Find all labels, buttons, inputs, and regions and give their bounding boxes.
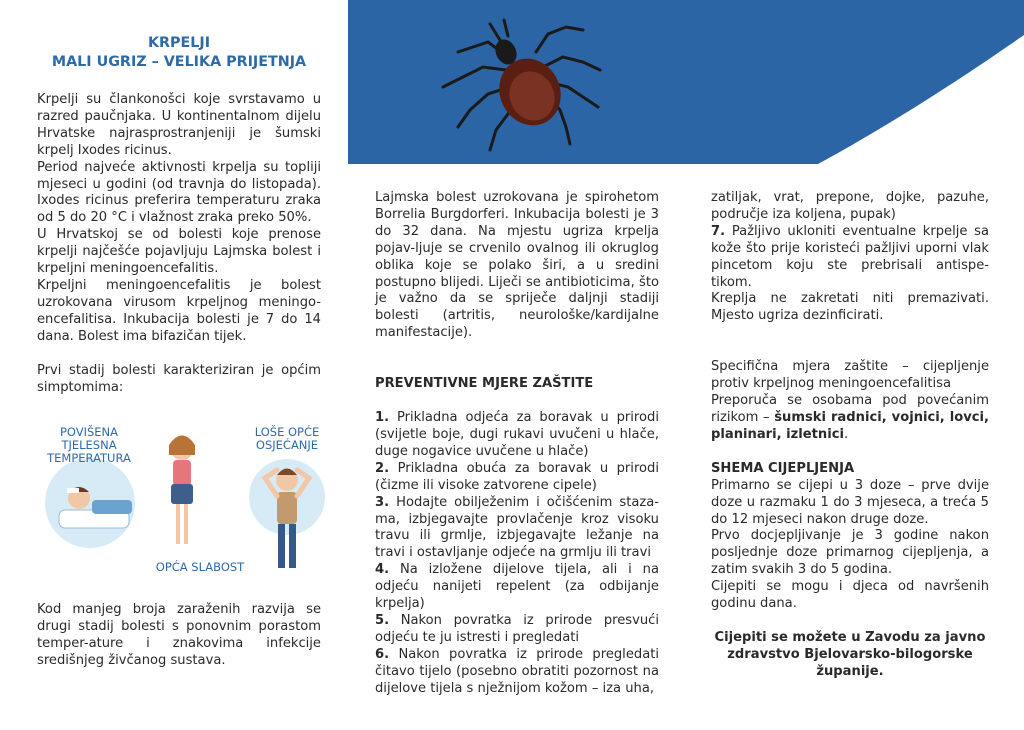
prevention-item-6-continued: zatiljak, vrat, prepone, dojke, pazuhe, područje iza koljena, pupak) — [711, 190, 989, 222]
activity-paragraph: Period najveće aktivnosti krpelja su topliji mjeseci u godini (od travnja do listopada). Ixodes ricinus preferira temperaturu zraka od 5 do 20 °C i vlažnost zraka preko 50%. — [37, 159, 321, 226]
column-2 — [375, 190, 659, 697]
diseases-paragraph: U Hrvatskoj se od bolesti koje prenose krpelji najčešće pojavljuju Lajmska bolest i krpeljni meningoencefalitis. — [37, 227, 321, 277]
prevention-heading: PREVENTIVNE MJERE ZAŠTITE — [375, 376, 594, 392]
prevention-item-5: 5. Nakon povratka iz prirode presvući odjeću te ju istresti i pregledati — [375, 612, 659, 645]
tbe-paragraph: Krpeljni meningoencefalitis je bolest uzrokovana virusom krpeljnog meningo-encefalitisa. Inkubacija bolesti je 7 do 14 dana. Bolest ima bifazičan tijek. — [37, 277, 321, 344]
weakness-person-icon — [169, 436, 195, 545]
second-stage-paragraph: Kod manjeg broja zaraženih razvija se drugi stadij bolesti s ponovnim porastom temper-ature i znakovima infekcije središnjeg živčanog sustava. — [37, 602, 321, 668]
header-banner — [348, 0, 1024, 164]
lyme-paragraph: Lajmska bolest uzrokovana je spirohetom Borrelia Burgdorferi. Inkubacija bolesti je 3 do 32 dana. Na mjestu ugriza krpelja pojav-ljuje se crvenilo ovalnog ili okruglog oblika koje se polako širi, a u sredini postupno blijedi. Liječi se antibioticima, što je važno da se spriječe daljnji stadiji bolesti (artritis, neurološke/kardijalne manifestacije). — [375, 190, 659, 341]
intro-paragraph: Krpelji su člankonošci koje svrstavamo u razred paučnjaka. U kontinentalnom dijelu Hrvatske najrasprostranjeniji je šumski krpelj Ixodes ricinus. — [37, 92, 321, 158]
prevention-item-2: 2. Prikladna obuća za boravak u prirodi (čizme ili visoke zatvorene cipele) — [375, 460, 660, 493]
tick-handling-paragraph: Kreplja ne zakretati niti premazivati. Mjesto ugriza dezinficirati. — [711, 291, 989, 324]
prevention-item-4: 4. Na izložene dijelove tijela, ali i na odjeću nanijeti repelent (za odbijanje krpelja) — [375, 562, 659, 612]
prevention-item-7: 7. Pažljivo ukloniti eventualne krpelje sa kože što prije koristeći pažljivi uporni vlak pincetom koju ste prebrisali antispe-tikom. — [711, 223, 989, 290]
vaccination-heading: SHEMA CIJEPLJENJA — [711, 460, 855, 476]
prevention-item-6: 6. Nakon povratka iz prirode pregledati čitavo tijelo (posebno obratiti pozornost na dijelove tijela s nježnijom kožom – iza uha, — [375, 646, 659, 696]
prevention-item-1: 1. Prikladna odjeća za boravak u prirodi (svijetle boje, dugi rukavi uvučeni u hlače, duge nogavice uvučene u hlače) — [375, 410, 659, 459]
children-paragraph: Cijepiti se mogu i djeca od navršenih godinu dana. — [711, 579, 989, 612]
title-line-1: KRPELJI — [147, 35, 211, 51]
prevention-item-3: 3. Hodajte obilježenim i očišćenim staza-ma, izbjegavajte provlačenje kroz visoku travu ili grmlje, izbjegavajte ležanje na travi i ostavljanje odjeće na grmlju ili travi — [375, 494, 659, 561]
column-1 — [37, 92, 321, 396]
symptom-weakness-label: OPĆA SLABOST — [155, 560, 245, 574]
first-stage-paragraph: Prvi stadij bolesti karakteriziran je općim simptomima: — [37, 362, 321, 395]
risk-groups-paragraph: Preporuča se osobama pod povećanim rizikom – šumski radnici, vojnici, lovci, planinari, izletnici. — [711, 393, 989, 442]
title-line-2: MALI UGRIZ – VELIKA PRIJETNJA — [51, 54, 307, 70]
column-1-bottom — [37, 602, 321, 670]
symptom-fever-label: POVIŠENA TJELESNA TEMPERATURA — [47, 425, 131, 465]
symptom-malaise-label: LOŠE OPĆE OSJEĆANJE — [254, 425, 320, 452]
banner-graphic — [348, 0, 1024, 164]
primary-vaccination-paragraph: Primarno se cijepi u 3 doze – prve dvije doze u razmaku 1 do 3 mjeseca, a treća 5 do 12 mjeseci nakon druge doze. — [711, 477, 989, 527]
closing-note: Cijepiti se možete u Zavodu za javno zdravstvo Bjelovarsko-bilogorske županije. — [714, 629, 986, 679]
booster-paragraph: Prvo docjepljivanje je 3 godine nakon posljednje doze primarnog cijepljenja, a zatim svakih 3 do 5 godina. — [711, 528, 989, 578]
specific-protection-paragraph: Specifična mjera zaštite – cijepljenje protiv krpeljnog meningoencefalitisa — [711, 359, 989, 392]
column-3 — [711, 190, 989, 681]
